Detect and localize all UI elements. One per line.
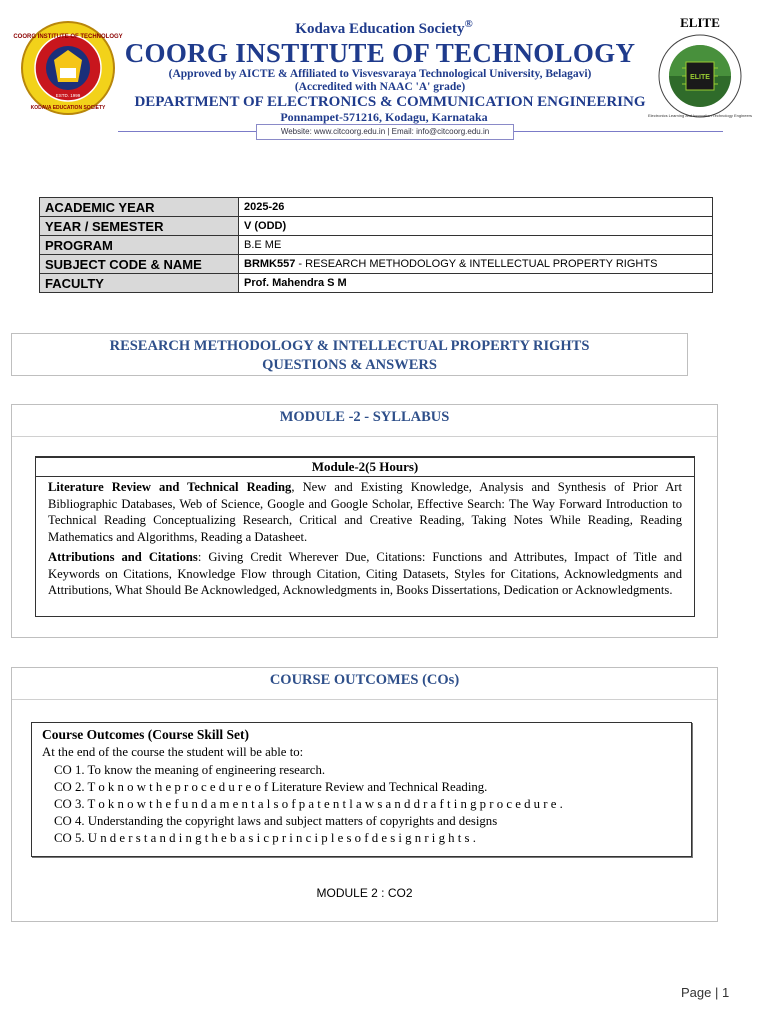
elite-ring-text: Electronics Learning and Innovation Technology Engineers <box>648 113 752 118</box>
course-outcomes-title: COURSE OUTCOMES (COs) <box>269 672 460 688</box>
approval-line-1: (Approved by AICTE & Affiliated to Visvesvaraya Technological University, Belagavi) <box>168 68 592 80</box>
course-outcomes-section <box>11 667 718 922</box>
society-name: Kodava Education Society® <box>295 18 473 37</box>
table-value <box>239 255 713 274</box>
course-outcomes-intro: At the end of the course the student will be able to: <box>42 745 304 759</box>
institute-name: COORG INSTITUTE OF TECHNOLOGY <box>124 38 636 68</box>
subject-name: - RESEARCH METHODOLOGY & INTELLECTUAL PROPERTY RIGHTS <box>295 258 658 270</box>
table-value: 2025-26 <box>239 198 713 217</box>
document-title <box>12 337 687 375</box>
syllabus-content-box <box>35 456 695 617</box>
elite-logo <box>648 15 752 122</box>
table-label: PROGRAM <box>40 236 239 255</box>
contact-links[interactable]: Website: www.citcoorg.edu.in | Email: info@citcoorg.edu.in <box>256 124 514 140</box>
table-label: FACULTY <box>40 274 239 293</box>
syllabus-topic-2: Attributions and Citations <box>48 550 198 564</box>
table-row <box>40 217 713 236</box>
course-outcome-item: CO 5. U n d e r s t a n d i n g t h e b a s i c p r i n c i p l e s o f d e s i g n r i g h t s . <box>54 831 476 845</box>
table-label: SUBJECT CODE & NAME <box>40 255 239 274</box>
elite-chip-text: ELITE <box>690 74 710 81</box>
table-row <box>40 255 713 274</box>
logo-left-est-text: ESTD. 1999 <box>55 93 81 98</box>
course-outcome-item: CO 2. T o k n o w t h e p r o c e d u r e o f Literature Review and Technical Reading. <box>54 780 488 794</box>
syllabus-text-1: , New and Existing Knowledge, Analysis and Synthesis of Prior Art Bibliographic Databases, Web of Science, Google and Google Scholar, Effective Search: The Way Forward Introduction to Technical Reading Conceptualizing Research, Critical and Creative Reading, Taking Notes While Reading, Reading Mathematics and Algorithms, Reading a Datasheet. <box>48 480 683 544</box>
department-name: DEPARTMENT OF ELECTRONICS & COMMUNICATION ENGINEERING <box>134 94 646 110</box>
subject-code: BRMK557 <box>244 258 296 270</box>
module-co-mapping: MODULE 2 : CO2 <box>316 886 413 900</box>
course-outcome-item: CO 4. Understanding the copyright laws and subject matters of copyrights and designs <box>54 814 498 828</box>
approval-line-2: (Accredited with NAAC 'A' grade) <box>294 81 466 93</box>
logo-left-bottom-text: KODAVA EDUCATION SOCIETY <box>30 105 106 111</box>
page-number: Page | 1 <box>681 985 730 1000</box>
table-value: B.E ME <box>239 236 713 255</box>
elite-logo-label: ELITE <box>680 15 720 30</box>
course-info-table <box>39 197 713 293</box>
syllabus-header <box>12 405 717 437</box>
table-value: Prof. Mahendra S M <box>239 274 713 293</box>
course-outcomes-box-title: Course Outcomes (Course Skill Set) <box>42 727 249 742</box>
table-value: V (ODD) <box>239 217 713 236</box>
table-row <box>40 198 713 217</box>
course-outcome-item: CO 3. T o k n o w t h e f u n d a m e n t a l s o f p a t e n t l a w s a n d d r a f t i n g p r o c e d u r e . <box>54 797 563 811</box>
table-label: YEAR / SEMESTER <box>40 217 239 236</box>
syllabus-topic-1: Literature Review and Technical Reading <box>48 480 292 494</box>
document-title-line-2: QUESTIONS & ANSWERS <box>262 357 437 373</box>
syllabus-section <box>11 404 718 638</box>
module-heading: Module-2(5 Hours) <box>36 458 694 477</box>
syllabus-paragraph-2 <box>48 549 682 599</box>
institute-address: Ponnampet-571216, Kodagu, Karnataka <box>280 110 488 124</box>
course-outcomes-header <box>12 668 717 700</box>
table-label: ACADEMIC YEAR <box>40 198 239 217</box>
document-title-box <box>11 333 688 376</box>
syllabus-paragraph-1 <box>48 479 682 545</box>
syllabus-text-2: : Giving Credit Wherever Due, Citations: Functions and Attributes, Impact of Title and Keywords on Citations, Knowledge Flow through Citation, Citing Datasets, Styles for Citations, Acknowledgments and Attributions, What Should Be Acknowledged, Acknowledgments in, Books Dissertations, Dedication or Acknowledgments. <box>48 550 682 597</box>
course-outcome-item: CO 1. To know the meaning of engineering research. <box>54 763 326 777</box>
logo-left-top-text: COORG INSTITUTE OF TECHNOLOGY <box>13 34 123 40</box>
syllabus-title: MODULE -2 - SYLLABUS <box>279 409 450 425</box>
approval-text <box>110 68 650 94</box>
table-row <box>40 274 713 293</box>
table-row <box>40 236 713 255</box>
document-title-line-1: RESEARCH METHODOLOGY & INTELLECTUAL PROPERTY RIGHTS <box>109 338 590 354</box>
course-outcomes-box <box>31 722 692 857</box>
